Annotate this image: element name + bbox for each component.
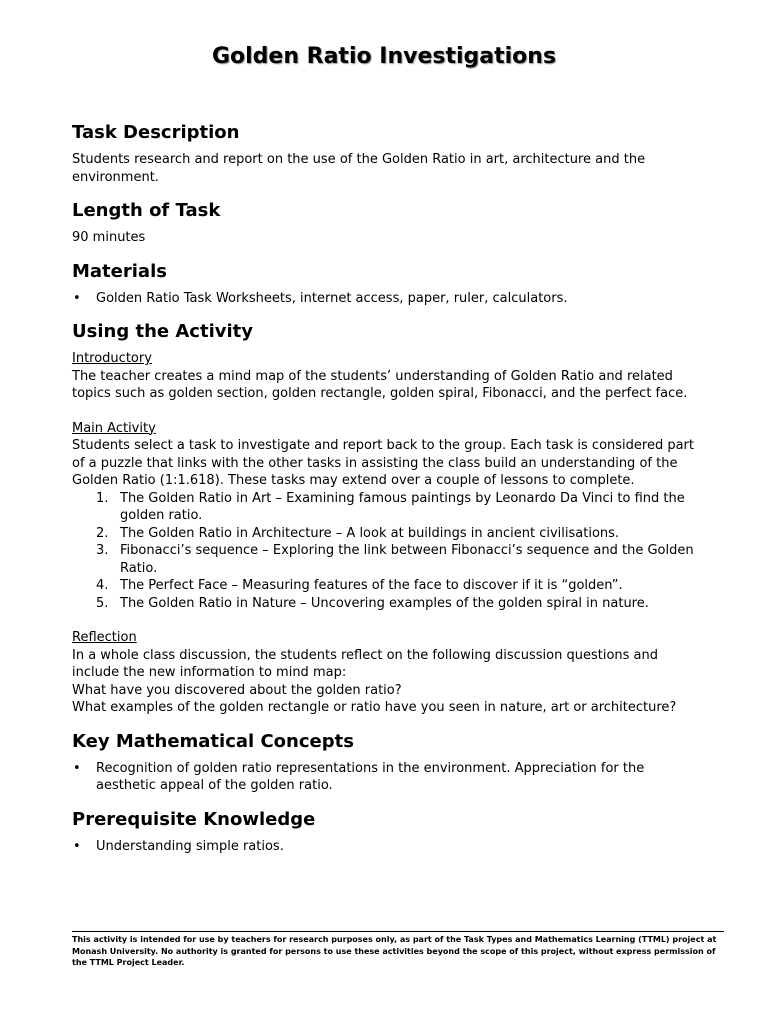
using-activity-heading: Using the Activity	[72, 321, 253, 342]
list-item	[72, 542, 702, 577]
introductory-text: The teacher creates a mind map of the students’ understanding of Golden Ratio and related topics such as golden section, golden rectangle, golden spiral, Fibonacci, and the perfect face.	[72, 368, 688, 401]
task-number: 4.	[96, 578, 109, 593]
list-item: • Understanding simple ratios.	[72, 838, 702, 856]
reflection-label: Reflection	[72, 630, 137, 645]
task-description-heading: Task Description	[72, 122, 240, 143]
task-description-text: Students research and report on the use of the Golden Ratio in art, architecture and the environment.	[72, 152, 646, 185]
reflection-question-2: What examples of the golden rectangle or ratio have you seen in nature, art or architecture?	[72, 700, 677, 715]
reflection-intro: In a whole class discussion, the students reflect on the following discussion questions and include the new information to mind map:	[72, 647, 659, 680]
task-text: The Golden Ratio in Art – Examining famous paintings by Leonardo Da Vinci to find the golden ratio.	[120, 490, 685, 523]
materials-heading: Materials	[72, 260, 167, 282]
list-item: • Recognition of golden ratio representations in the environment. Appreciation for the aesthetic appeal of the golden ratio.	[72, 760, 702, 795]
prerequisite-list	[72, 838, 702, 856]
introductory-label: Introductory	[72, 351, 152, 366]
task-number: 2.	[96, 525, 109, 541]
task-text: The Golden Ratio in Architecture – A look at buildings in ancient civilisations.	[120, 525, 620, 541]
main-activity-label: Main Activity	[72, 420, 156, 436]
reflection-question-1: What have you discovered about the golden ratio?	[72, 682, 402, 698]
task-number: 3.	[96, 543, 109, 558]
list-item	[72, 577, 702, 595]
main-activity-text: Students select a task to investigate and report back to the group. Each task is considered part of a puzzle that links with the other tasks in assisting the class build an understanding of the Golden Ratio (1:1.618). These tasks may extend over a couple of lessons to complete.	[72, 438, 695, 488]
length-of-task-heading: Length of Task	[72, 200, 221, 221]
task-text: The Perfect Face – Measuring features of the face to discover if it is “golden”.	[120, 578, 623, 593]
key-concepts-section	[72, 730, 702, 795]
task-number: 5.	[96, 595, 109, 611]
length-of-task-section	[72, 199, 702, 247]
task-text: The Golden Ratio in Nature – Uncovering examples of the golden spiral in nature.	[120, 595, 649, 611]
materials-section	[72, 260, 702, 308]
prerequisite-section	[72, 808, 702, 856]
length-of-task-text: 90 minutes	[72, 230, 146, 245]
key-concepts-heading: Key Mathematical Concepts	[72, 730, 354, 752]
key-concepts-list	[72, 760, 702, 795]
footer-divider	[72, 931, 724, 932]
task-description-section	[72, 121, 702, 186]
list-item	[72, 595, 702, 613]
using-activity-section	[72, 320, 702, 717]
materials-list	[72, 290, 702, 308]
page-title: Golden Ratio Investigations	[211, 44, 557, 69]
task-number: 1.	[96, 490, 109, 506]
task-text: Fibonacci’s sequence – Exploring the link between Fibonacci’s sequence and the Golden Ratio.	[120, 543, 694, 576]
document-body	[72, 121, 702, 868]
list-item: • Golden Ratio Task Worksheets, internet access, paper, ruler, calculators.	[72, 290, 702, 308]
prerequisite-heading: Prerequisite Knowledge	[72, 808, 316, 830]
footer-disclaimer: This activity is intended for use by teachers for research purposes only, as part of the Task Types and Mathematics Learning (TTML) project at Monash University. No authority is granted for persons to use these activities beyond the scope of this project, without express permission of the TTML Project Leader.	[72, 935, 717, 967]
list-item	[72, 490, 702, 525]
task-list	[72, 490, 702, 613]
list-item	[72, 525, 702, 543]
